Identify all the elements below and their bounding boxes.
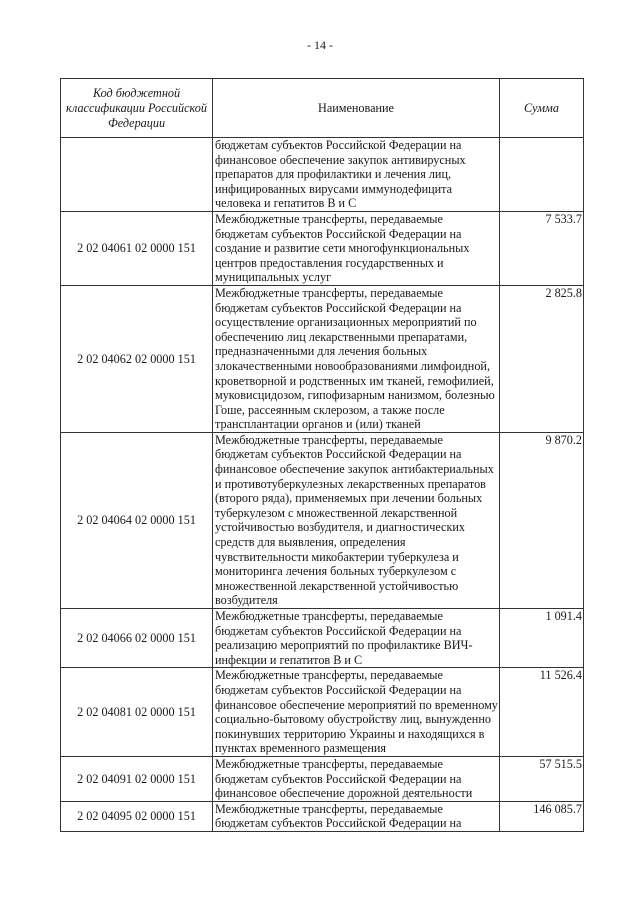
row-code: 2 02 04095 02 0000 151 [61,801,213,831]
table-row [61,211,584,285]
row-name: Межбюджетные трансферты, передаваемые бюджетам субъектов Российской Федерации на создание и развитие сети многофункциональных центров предоставления государственных и муниципальных услуг [213,211,500,285]
row-code: 2 02 04061 02 0000 151 [61,211,213,285]
row-name: Межбюджетные трансферты, передаваемые бюджетам субъектов Российской Федерации на финансовое обеспечение дорожной деятельности [213,756,500,801]
row-sum: 57 515.5 [500,756,584,801]
row-name: Межбюджетные трансферты, передаваемые бюджетам субъектов Российской Федерации на осуществление организационных мероприятий по обеспечению лиц лекарственными препаратами, предназначенными для лечения больных злокачественными новообразованиями лимфоидной, кроветворной и родственных им тканей, гемофилией, муковисцидозом, гипофизарным нанизмом, болезнью Гоше, рассеянным склерозом, а также после трансплантации органов и (или) тканей [213,285,500,432]
row-sum: 7 533.7 [500,211,584,285]
row-sum: 9 870.2 [500,432,584,608]
row-name: бюджетам субъектов Российской Федерации на финансовое обеспечение закупок антивирусных препаратов для профилактики и лечения лиц, инфицированных вирусами иммунодефицита человека и гепатитов В и С [213,138,500,212]
row-code: 2 02 04081 02 0000 151 [61,668,213,757]
row-code: 2 02 04091 02 0000 151 [61,756,213,801]
row-sum: 1 091.4 [500,609,584,668]
table-row [61,801,584,831]
table-row [61,668,584,757]
row-sum: 2 825.8 [500,285,584,432]
header-name: Наименование [213,79,500,138]
budget-table [60,78,584,832]
header-code: Код бюджетной классификации Российской Федерации [61,79,213,138]
table-header-row [61,79,584,138]
row-sum: 11 526.4 [500,668,584,757]
row-name: Межбюджетные трансферты, передаваемые бюджетам субъектов Российской Федерации на реализацию мероприятий по профилактике ВИЧ-инфекции и гепатитов В и С [213,609,500,668]
table-row [61,432,584,608]
row-code: 2 02 04066 02 0000 151 [61,609,213,668]
table-row [61,285,584,432]
table-row [61,756,584,801]
table-row [61,609,584,668]
page-number: - 14 - [307,38,333,52]
header-sum: Сумма [500,79,584,138]
row-name: Межбюджетные трансферты, передаваемые бюджетам субъектов Российской Федерации на [213,801,500,831]
row-code: 2 02 04064 02 0000 151 [61,432,213,608]
table-row [61,138,584,212]
row-sum: 146 085.7 [500,801,584,831]
row-name: Межбюджетные трансферты, передаваемые бюджетам субъектов Российской Федерации на финансовое обеспечение закупок антибактериальных и противотуберкулезных лекарственных препаратов (второго ряда), применяемых при лечении больных туберкулезом с множественной лекарственной устойчивостью возбудителя, и диагностических средств для выявления, определения чувствительности микобактерии туберкулеза и мониторинга лечения больных туберкулезом с множественной лекарственной устойчивостью возбудителя [213,432,500,608]
row-sum [500,138,584,212]
row-code: 2 02 04062 02 0000 151 [61,285,213,432]
row-name: Межбюджетные трансферты, передаваемые бюджетам субъектов Российской Федерации на финансовое обеспечение мероприятий по временному социально-бытовому обустройству лиц, вынужденно покинувших территорию Украины и находящихся в пунктах временного размещения [213,668,500,757]
row-code [61,138,213,212]
